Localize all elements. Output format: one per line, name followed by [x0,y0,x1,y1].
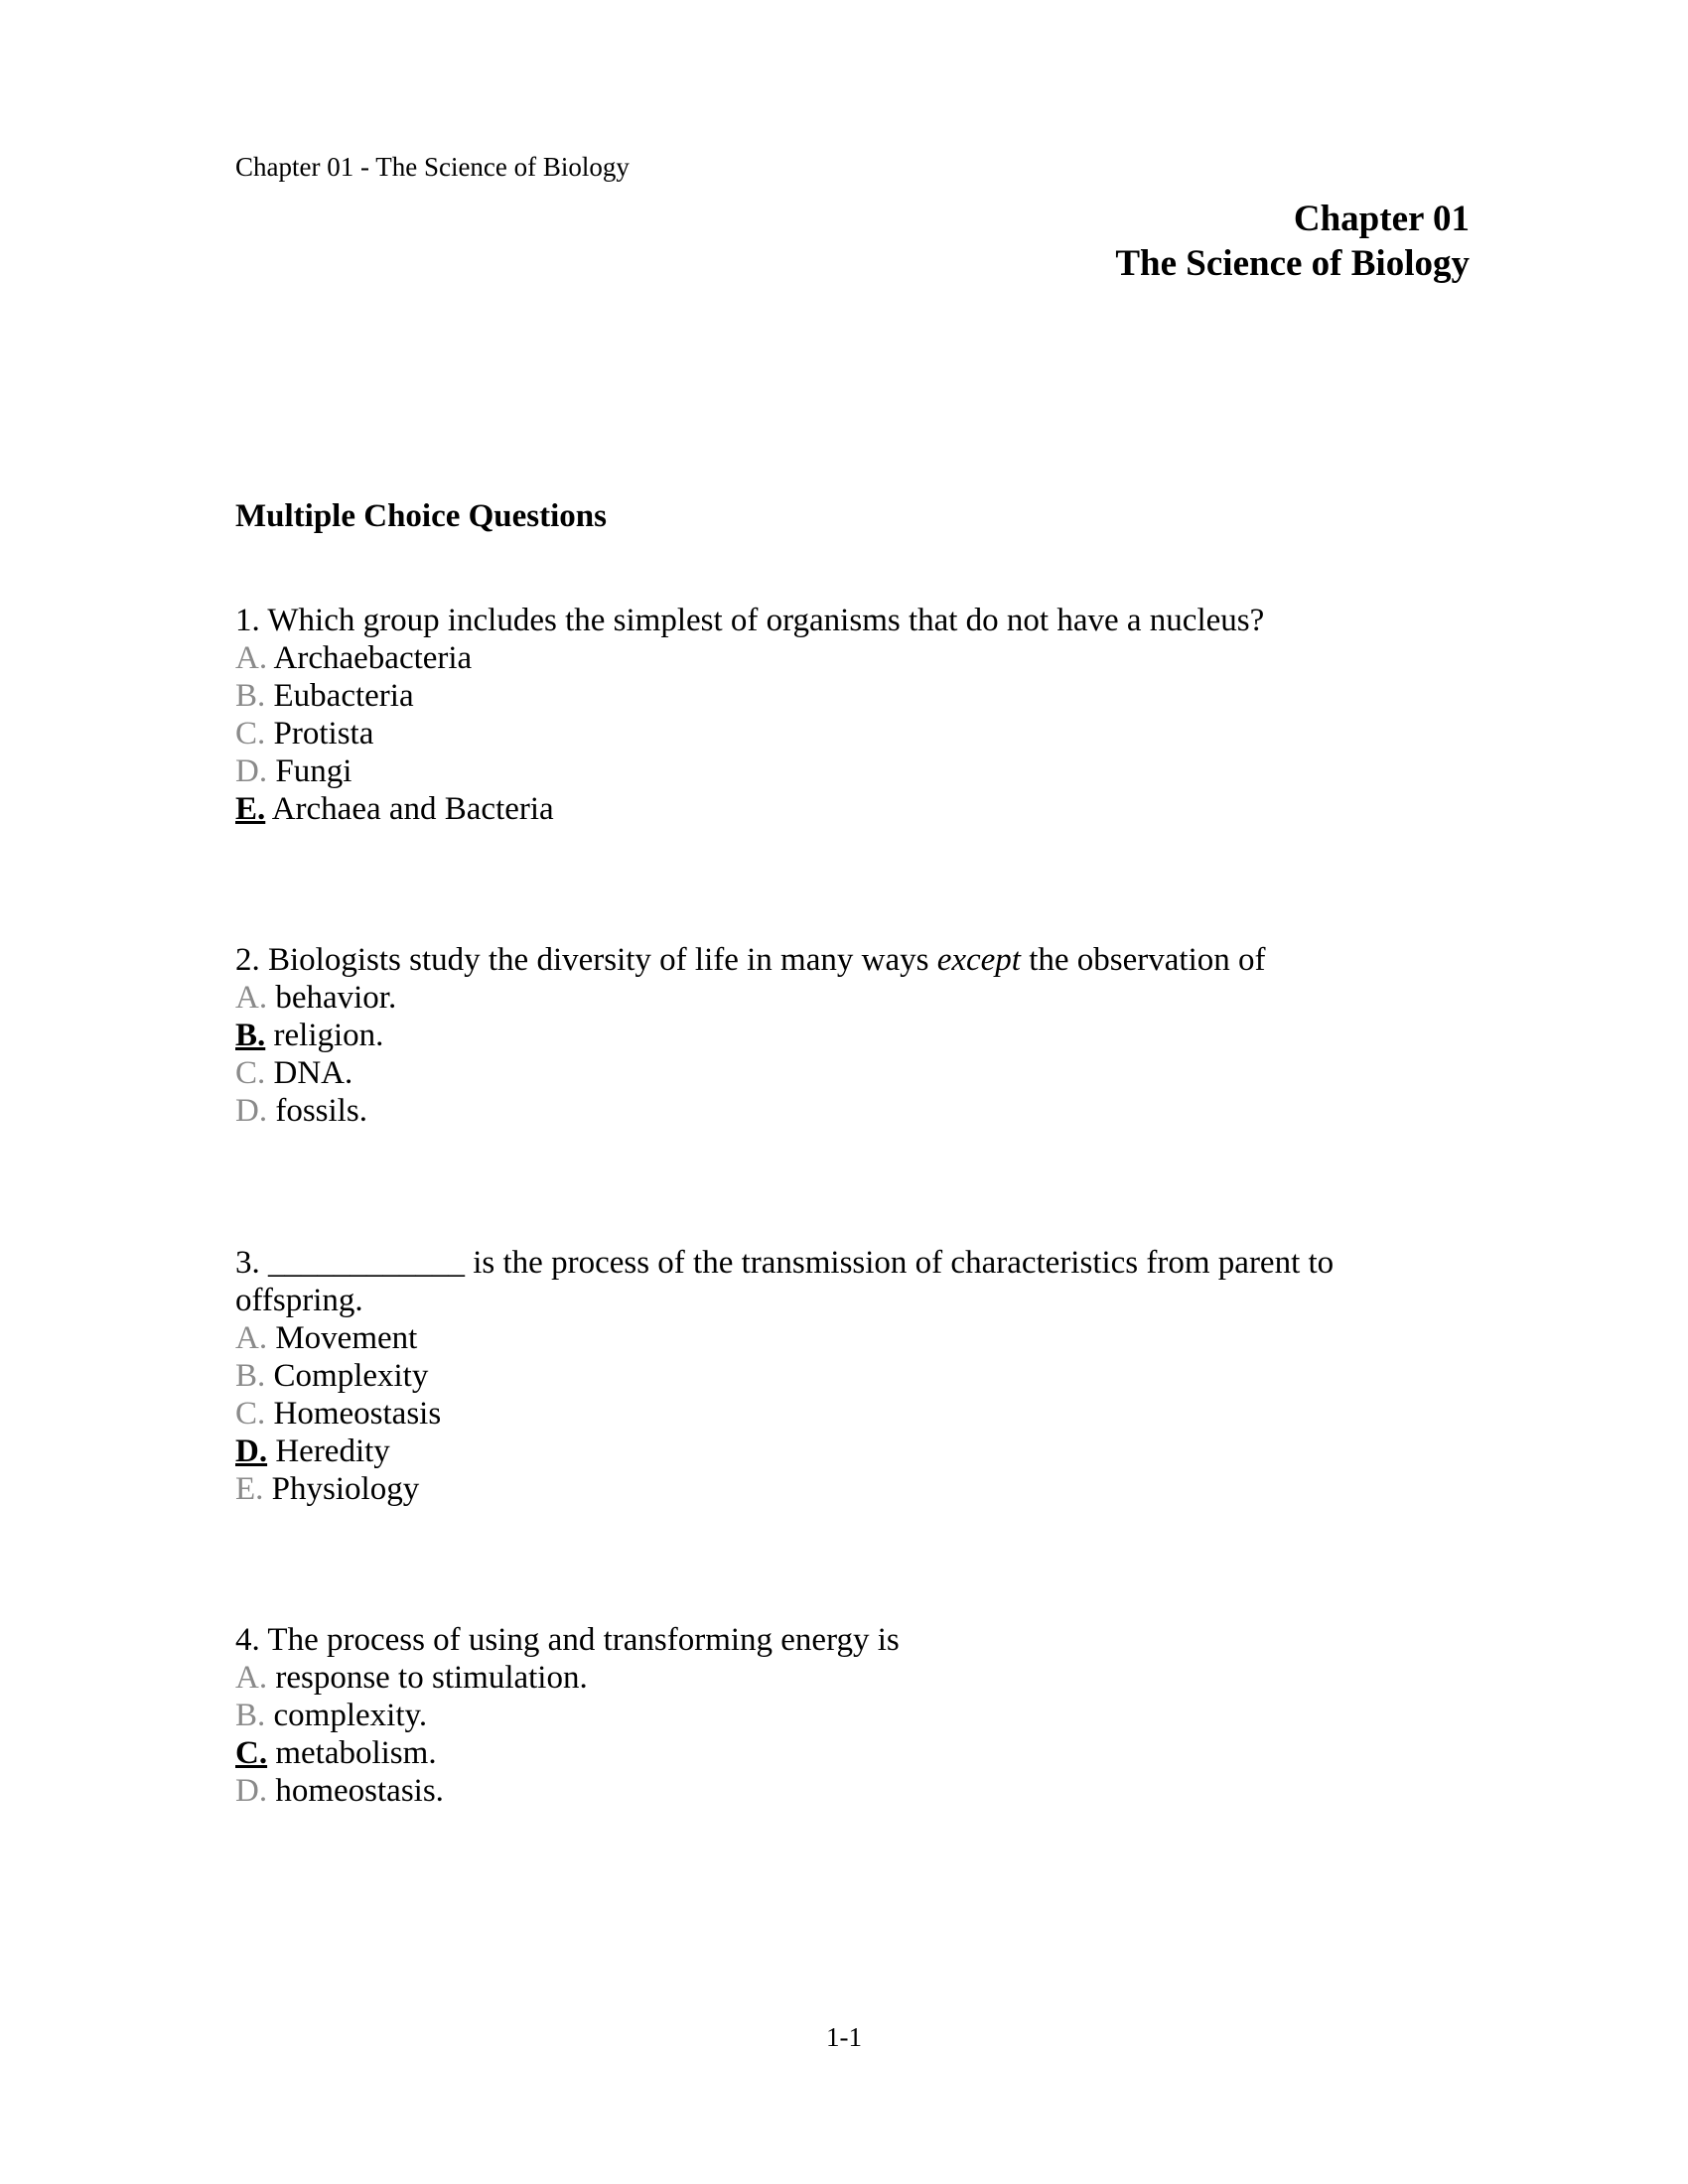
option-letter: B. [235,1358,266,1394]
option-text: Archaea and Bacteria [271,791,554,827]
option-text: Complexity [273,1358,429,1394]
question-stem: ____________ is the process of the transmission of characteristics from parent to offspring. [235,1245,1335,1318]
chapter-title [1115,197,1470,286]
option-letter: E. [235,1471,264,1507]
question-1-option-e [235,790,1387,828]
correct-answer-letter: E. [235,791,266,827]
question-3-option-e [235,1470,1387,1508]
question-2 [235,941,1387,1130]
question-stem: Biologists study the diversity of life in many ways [268,942,929,978]
option-letter: B. [235,678,266,714]
correct-answer-letter: D. [235,1433,268,1469]
question-2-text [235,941,1387,979]
question-3-option-b [235,1357,1387,1395]
running-header: Chapter 01 - The Science of Biology [235,152,630,182]
question-3-text [235,1244,1387,1319]
question-number: 1. [235,603,260,638]
chapter-number: Chapter 01 [1293,199,1470,239]
option-letter: B. [235,1698,266,1733]
option-letter: D. [235,1093,268,1129]
question-number: 4. [235,1622,260,1658]
question-1-option-b [235,677,1387,715]
option-text: Homeostasis [273,1396,442,1432]
question-1-option-c [235,715,1387,752]
option-text: response to stimulation. [275,1660,588,1696]
option-text: Fungi [275,753,352,789]
question-emphasis: except [936,942,1021,978]
option-letter: C. [235,1055,266,1091]
option-text: complexity. [273,1698,428,1733]
question-4-text [235,1621,1387,1659]
option-letter: D. [235,1773,268,1809]
question-1-option-d [235,752,1387,790]
option-text: Archaebacteria [273,640,473,676]
correct-answer-letter: B. [235,1018,266,1053]
question-stem-end: the observation of [1029,942,1266,978]
option-text: behavior. [275,980,397,1016]
question-4-option-c [235,1734,1387,1772]
option-letter: D. [235,753,268,789]
question-4-option-d [235,1772,1387,1810]
question-2-option-c [235,1054,1387,1092]
page-number: 1-1 [826,2022,862,2052]
option-text: religion. [273,1018,384,1053]
option-letter: A. [235,1320,268,1356]
option-text: Eubacteria [273,678,414,714]
option-text: Physiology [271,1471,420,1507]
question-number: 3. [235,1245,260,1281]
option-text: Movement [275,1320,418,1356]
question-2-option-b [235,1017,1387,1054]
option-text: Protista [273,716,374,751]
option-text: metabolism. [275,1735,437,1771]
question-4 [235,1621,1387,1810]
question-1 [235,602,1387,828]
option-text: DNA. [273,1055,353,1091]
option-letter: C. [235,716,266,751]
question-number: 2. [235,942,260,978]
option-letter: A. [235,1660,268,1696]
question-3-option-d [235,1433,1387,1470]
option-letter: A. [235,640,268,676]
option-text: fossils. [275,1093,367,1129]
option-text: Heredity [275,1433,390,1469]
question-4-option-a [235,1659,1387,1697]
question-4-option-b [235,1697,1387,1734]
chapter-name: The Science of Biology [1115,243,1470,284]
question-2-option-d [235,1092,1387,1130]
question-1-option-a [235,639,1387,677]
question-stem: Which group includes the simplest of organisms that do not have a nucleus? [267,603,1265,638]
option-letter: A. [235,980,268,1016]
option-text: homeostasis. [275,1773,444,1809]
question-3 [235,1244,1387,1508]
question-3-option-a [235,1319,1387,1357]
question-3-option-c [235,1395,1387,1433]
section-heading: Multiple Choice Questions [235,498,608,534]
correct-answer-letter: C. [235,1735,268,1771]
question-2-option-a [235,979,1387,1017]
question-1-text [235,602,1387,639]
option-letter: C. [235,1396,266,1432]
question-stem: The process of using and transforming energy is [267,1622,900,1658]
